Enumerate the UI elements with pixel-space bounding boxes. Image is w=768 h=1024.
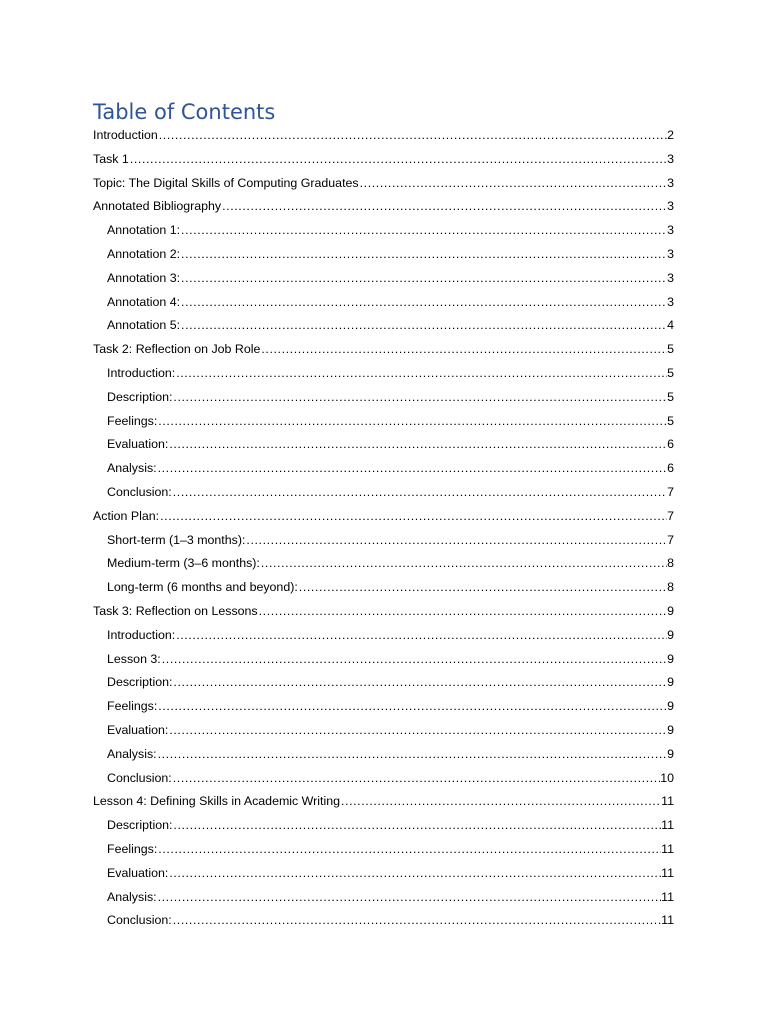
- toc-entry-label: Introduction: [93, 128, 158, 142]
- toc-entry-page-number: 11: [661, 865, 674, 880]
- toc-entry[interactable]: [93, 457, 674, 481]
- toc-entry-page-number: 3: [667, 175, 674, 190]
- toc-dot-leader: [172, 671, 667, 695]
- toc-entry[interactable]: [93, 505, 674, 529]
- toc-entry-label: Description:: [107, 818, 173, 833]
- toc-entry-label: Evaluation:: [107, 865, 169, 880]
- toc-entry-page-number: 5: [667, 413, 674, 428]
- toc-entry-label: Lesson 3:: [107, 651, 161, 666]
- toc-entry-page-number: 3: [667, 246, 674, 261]
- toc-entry[interactable]: [93, 624, 674, 648]
- toc-title: Table of Contents: [93, 100, 276, 124]
- toc-entry-label: Description:: [107, 675, 173, 690]
- toc-entry[interactable]: [93, 767, 674, 791]
- toc-dot-leader: [157, 457, 668, 481]
- toc-dot-leader: [172, 767, 660, 791]
- toc-entry[interactable]: [93, 243, 674, 267]
- toc-dot-leader: [260, 552, 667, 576]
- toc-dot-leader: [359, 172, 667, 196]
- toc-entry-label: Annotation 1:: [107, 223, 181, 238]
- toc-entry-label: Short-term (1–3 months):: [107, 532, 246, 547]
- toc-entry-label: Introduction:: [107, 627, 176, 642]
- toc-entry-page-number: 6: [667, 461, 674, 476]
- toc-entry[interactable]: [93, 909, 674, 933]
- toc-entry[interactable]: [93, 314, 674, 338]
- toc-dot-leader: [159, 505, 667, 529]
- toc-entry-label: Topic: The Digital Skills of Computing Graduates: [93, 175, 359, 190]
- toc-dot-leader: [168, 433, 667, 457]
- toc-entry-page-number: 6: [667, 437, 674, 452]
- toc-entry-page-number: 7: [667, 484, 674, 499]
- toc-dot-leader: [221, 195, 667, 219]
- toc-dot-leader: [157, 695, 667, 719]
- toc-entry-page-number: 9: [667, 603, 674, 618]
- toc-entry-label: Task 1: [93, 151, 129, 166]
- toc-entry[interactable]: [93, 267, 674, 291]
- toc-dot-leader: [258, 600, 667, 624]
- toc-entry-label: Annotation 4:: [107, 294, 181, 309]
- toc-entry[interactable]: [93, 362, 674, 386]
- toc-entry-label: Feelings:: [107, 841, 158, 856]
- toc-entry-page-number: 9: [667, 675, 674, 690]
- toc-dot-leader: [157, 886, 662, 910]
- toc-entry-label: Medium-term (3–6 months):: [107, 556, 260, 571]
- toc-entry[interactable]: [93, 886, 674, 910]
- toc-entry-label: Conclusion:: [107, 484, 172, 499]
- toc-entry[interactable]: [93, 838, 674, 862]
- toc-entry-page-number: 11: [661, 889, 674, 904]
- toc-entry-page-number: 5: [667, 389, 674, 404]
- toc-entry-page-number: 5: [667, 342, 674, 357]
- toc-entry-page-number: 7: [667, 508, 674, 523]
- toc-entry[interactable]: [93, 600, 674, 624]
- toc-entry-label: Long-term (6 months and beyond):: [107, 580, 298, 595]
- toc-dot-leader: [180, 291, 667, 315]
- toc-entry-page-number: 11: [661, 841, 674, 856]
- toc-dot-leader: [180, 314, 667, 338]
- toc-dot-leader: [158, 124, 667, 148]
- toc-entry-label: Introduction:: [107, 365, 176, 380]
- toc-entry-page-number: 9: [667, 651, 674, 666]
- toc-dot-leader: [175, 362, 667, 386]
- toc-entry-page-number: 4: [667, 318, 674, 333]
- toc-entry[interactable]: [93, 719, 674, 743]
- toc-dot-leader: [172, 909, 661, 933]
- toc-entry-label: Conclusion:: [107, 913, 172, 928]
- toc-dot-leader: [172, 814, 661, 838]
- toc-entry-label: Feelings:: [107, 413, 158, 428]
- toc-entry[interactable]: [93, 481, 674, 505]
- toc-entry-page-number: 11: [661, 818, 674, 833]
- toc-dot-leader: [180, 267, 667, 291]
- toc-entry-label: Description:: [107, 389, 173, 404]
- toc-dot-leader: [129, 148, 667, 172]
- toc-entry[interactable]: [93, 148, 674, 172]
- toc-entry[interactable]: [93, 576, 674, 600]
- toc-entry-label: Annotation 5:: [107, 318, 181, 333]
- toc-entry-label: Analysis:: [107, 461, 157, 476]
- toc-dot-leader: [161, 648, 667, 672]
- toc-entry[interactable]: [93, 172, 674, 196]
- toc-entry-label: Analysis:: [107, 746, 157, 761]
- toc-entry-label: Task 3: Reflection on Lessons: [93, 603, 258, 618]
- toc-dot-leader: [340, 790, 661, 814]
- toc-dot-leader: [157, 410, 667, 434]
- toc-entry-label: Evaluation:: [107, 437, 169, 452]
- toc-entry-page-number: 10: [660, 770, 674, 785]
- toc-entry-page-number: 8: [667, 556, 674, 571]
- toc-entry-label: Feelings:: [107, 699, 158, 714]
- toc-dot-leader: [298, 576, 667, 600]
- toc-dot-leader: [180, 219, 667, 243]
- toc-entry-page-number: 2: [667, 128, 674, 142]
- toc-entry[interactable]: [93, 552, 674, 576]
- toc-entry-page-number: 9: [667, 699, 674, 714]
- toc-dot-leader: [157, 743, 668, 767]
- toc-entry-page-number: 5: [667, 365, 674, 380]
- toc-dot-leader: [172, 386, 667, 410]
- toc-dot-leader: [157, 838, 661, 862]
- toc-dot-leader: [172, 481, 667, 505]
- toc-entry-label: Lesson 4: Defining Skills in Academic Writing: [93, 794, 341, 809]
- toc-dot-leader: [168, 862, 661, 886]
- toc-entry[interactable]: [93, 814, 674, 838]
- toc-entry-page-number: 3: [667, 223, 674, 238]
- toc-entry-label: Annotated Bibliography: [93, 199, 222, 214]
- toc-entry-page-number: 11: [661, 794, 674, 809]
- toc-entry[interactable]: [93, 410, 674, 434]
- toc-entry-page-number: 3: [667, 270, 674, 285]
- toc-dot-leader: [260, 338, 667, 362]
- toc-entry-page-number: 3: [667, 199, 674, 214]
- toc-entry[interactable]: [93, 338, 674, 362]
- toc-entry-page-number: 3: [667, 294, 674, 309]
- toc-entry-page-number: 8: [667, 580, 674, 595]
- toc-entry-label: Annotation 2:: [107, 246, 181, 261]
- toc-entry-label: Action Plan:: [93, 508, 160, 523]
- toc-entry[interactable]: [93, 291, 674, 315]
- toc-dot-leader: [245, 529, 667, 553]
- toc-entry-label: Conclusion:: [107, 770, 172, 785]
- toc-entry[interactable]: [93, 386, 674, 410]
- toc-entry[interactable]: [93, 195, 674, 219]
- toc-entry[interactable]: [93, 743, 674, 767]
- toc-dot-leader: [180, 243, 667, 267]
- toc-entry[interactable]: [93, 648, 674, 672]
- toc-entry-page-number: 9: [667, 746, 674, 761]
- toc-entry-label: Task 2: Reflection on Job Role: [93, 342, 261, 357]
- toc-entry[interactable]: [93, 695, 674, 719]
- toc-entry-label: Evaluation:: [107, 722, 169, 737]
- toc-entry-page-number: 9: [667, 722, 674, 737]
- toc-dot-leader: [175, 624, 667, 648]
- toc-entry[interactable]: [93, 671, 674, 695]
- toc-entry[interactable]: [93, 790, 674, 814]
- toc-entry[interactable]: [93, 862, 674, 886]
- toc-entry[interactable]: [93, 219, 674, 243]
- toc-entry-page-number: 7: [667, 532, 674, 547]
- toc-entry[interactable]: [93, 124, 674, 148]
- toc-entry-page-number: 11: [661, 913, 674, 928]
- toc-entry-page-number: 9: [667, 627, 674, 642]
- toc-list: [93, 124, 674, 933]
- toc-dot-leader: [168, 719, 667, 743]
- toc-entry[interactable]: [93, 433, 674, 457]
- toc-entry-page-number: 3: [667, 151, 674, 166]
- toc-entry-label: Annotation 3:: [107, 270, 181, 285]
- toc-entry-label: Analysis:: [107, 889, 157, 904]
- toc-entry[interactable]: [93, 529, 674, 553]
